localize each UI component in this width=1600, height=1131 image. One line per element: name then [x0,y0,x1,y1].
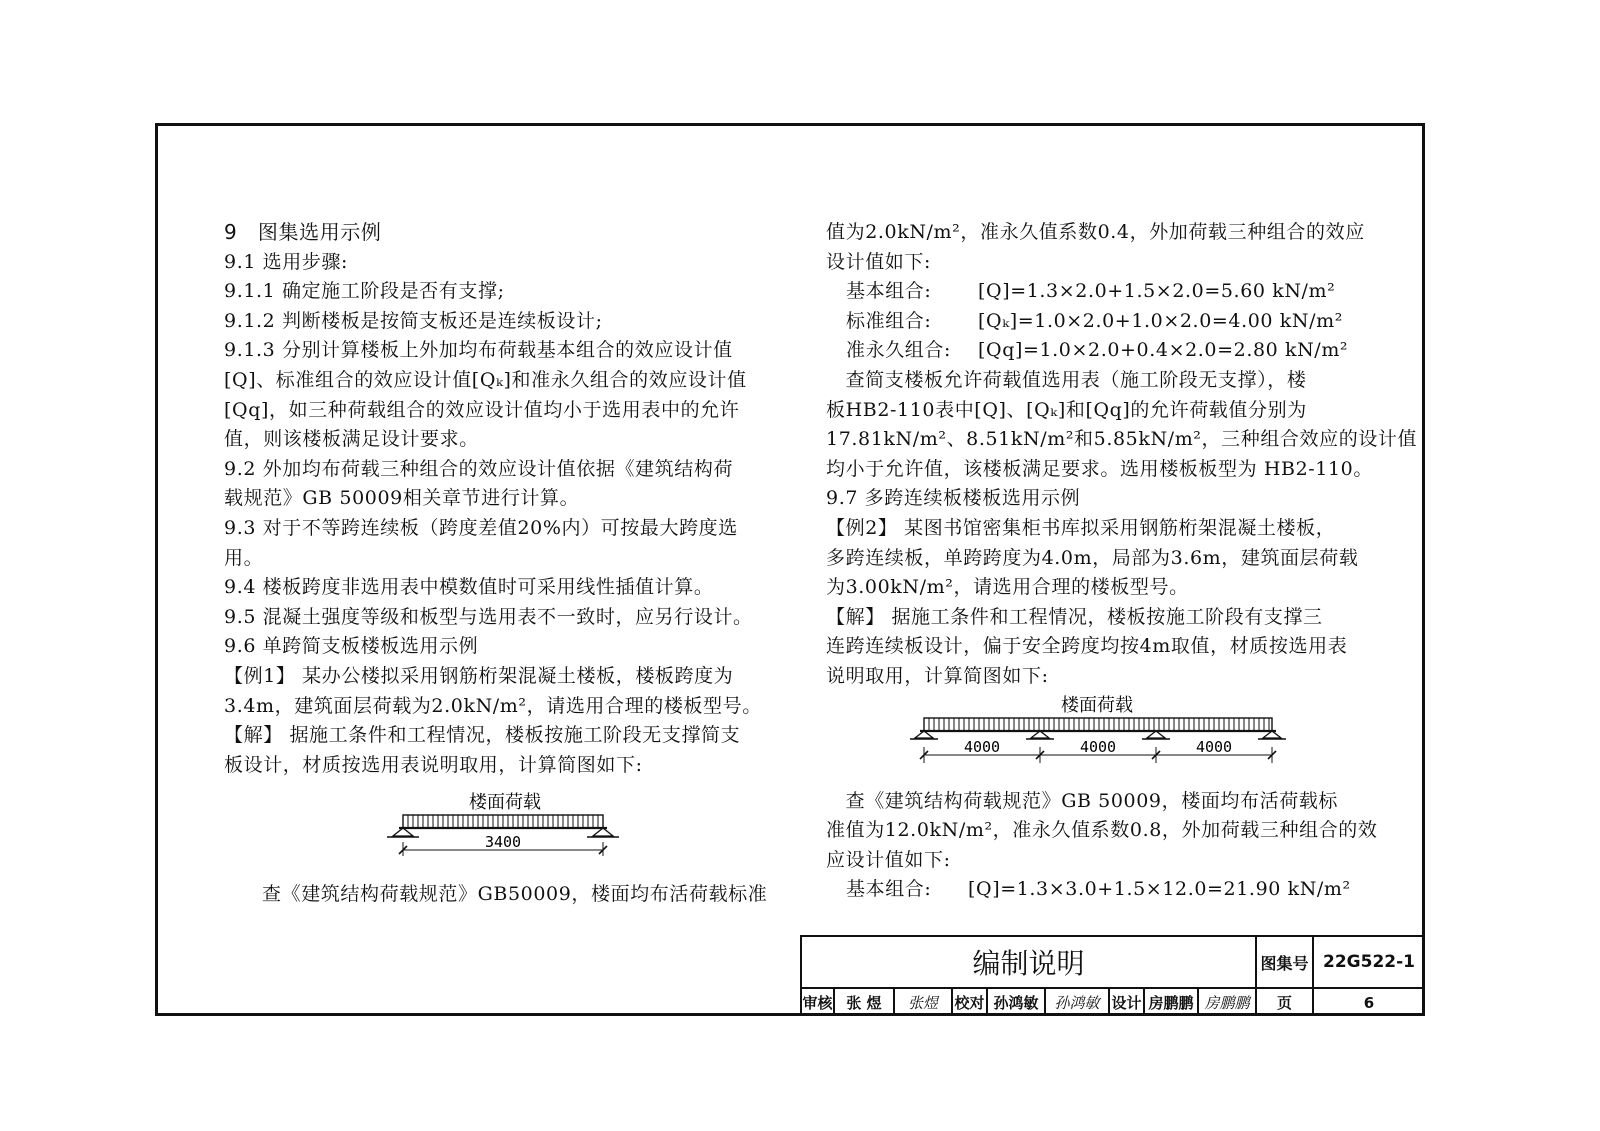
distributed-load-hatch [929,718,1269,731]
text-line: 查《建筑结构荷载规范》GB 50009，楼面均布活荷载标 [826,789,1339,812]
section-heading: 9 图集选用示例 [224,220,382,244]
combo-name: 准永久组合: [846,339,952,362]
right-column [826,218,1417,905]
text-line: 9.1.2 判断楼板是按简支板还是连续板设计; [224,309,603,332]
text-line: 用。 [224,546,264,569]
designer-name: 房鹏鹏 [1145,989,1199,1016]
reviewer-name: 张 煜 [835,989,895,1016]
text-line: 9.7 多跨连续板楼板选用示例 [826,487,1081,510]
continuous-span-diagram [905,693,1290,773]
text-line: 【解】 据施工条件和工程情况，楼板按施工阶段无支撑简支 [224,724,741,747]
combo-name: 基本组合: [846,878,932,901]
text-line: 准值为12.0kN/m²，准永久值系数0.8，外加荷载三种组合的效 [826,819,1378,842]
text-line: 设计值如下: [826,250,932,273]
text-line: 查《建筑结构荷载规范》GB50009，楼面均布活荷载标准 [262,883,768,906]
text-line: 应设计值如下: [826,848,951,871]
roller-support-icon [587,828,619,837]
text-line: 载规范》GB 50009相关章节进行计算。 [224,487,580,510]
pin-support-icon [387,828,419,837]
simple-span-diagram [385,790,620,872]
span-dimension: 4000 [963,738,1001,756]
combo-formula: [Q]=1.3×3.0+1.5×12.0=21.90 kN/m² [968,878,1351,901]
text-line: 9.1.3 分别计算楼板上外加均布荷载基本组合的效应设计值 [224,339,733,362]
atlas-number-label: 图集号 [1257,937,1314,989]
text-line: 9.3 对于不等跨连续板（跨度差值20%内）可按最大跨度选 [224,516,738,539]
text-line: 多跨连续板，单跨跨度为4.0m，局部为3.6m，建筑面层荷载 [826,546,1359,569]
combo-line [826,875,1417,905]
text-line: 9.6 单跨简支板楼板选用示例 [224,635,479,658]
sheet-title: 编制说明 [802,937,1257,989]
text-line: 【例1】 某办公楼拟采用钢筋桁架混凝土楼板，楼板跨度为 [224,664,734,687]
combo-formula: [Qₖ]=1.0×2.0+1.0×2.0=4.00 kN/m² [978,309,1343,332]
atlas-number: 22G522-1 [1314,937,1424,989]
text-line: [Qq]，如三种荷载组合的效应设计值均小于选用表中的允许 [224,398,740,421]
text-line: 3.4m，建筑面层荷载为2.0kN/m²，请选用合理的楼板型号。 [224,694,762,717]
roller-support-icon [1258,731,1286,739]
combo-name: 基本组合: [846,280,932,303]
page-number: 6 [1363,993,1375,1012]
text-line: 9.1 选用步骤: [224,250,349,273]
text-line: 9.2 外加均布荷载三种组合的效应设计值依据《建筑结构荷 [224,457,734,480]
text-line: 17.81kN/m²、8.51kN/m²和5.85kN/m²，三种组合效应的设计值 [826,428,1418,451]
span-dimension: 3400 [484,833,522,851]
text-line: 板HB2-110表中[Q]、[Qₖ]和[Qq]的允许荷载值分别为 [826,398,1307,421]
text-line: 9.5 混凝土强度等级和板型与选用表不一致时，应另行设计。 [224,605,753,628]
combo-formula: [Q]=1.3×2.0+1.5×2.0=5.60 kN/m² [978,280,1336,303]
text-line: 均小于允许值，该楼板满足要求。选用楼板板型为 HB2-110。 [826,457,1373,480]
distributed-load-hatch [408,815,598,828]
text-line: 【解】 据施工条件和工程情况，楼板按施工阶段有支撑三 [826,605,1323,628]
page-label: 页 [1257,989,1314,1016]
text-line: 连跨连续板设计，偏于安全跨度均按4m取值，材质按选用表 [826,635,1348,658]
diagram-load-label: 楼面荷载 [469,792,541,813]
text-line: 【例2】 某图书馆密集柜书库拟采用钢筋桁架混凝土楼板， [826,516,1336,539]
combo-line [826,307,1417,337]
roller-support-icon [1026,731,1054,739]
text-line: 值为2.0kN/m²，准永久值系数0.4，外加荷载三种组合的效应 [826,221,1365,243]
signature-row [802,989,1424,1016]
text-line: 值，则该楼板满足设计要求。 [224,428,479,451]
diagram-load-label: 楼面荷载 [1061,695,1133,716]
combo-formula: [Qq]=1.0×2.0+0.4×2.0=2.80 kN/m² [978,339,1349,362]
checker-signature: 孙鸿敏 [1046,989,1110,1016]
reviewer-label: 审核 [802,989,835,1016]
roller-support-icon [1142,731,1170,739]
text-line: 9.1.1 确定施工阶段是否有支撑; [224,280,505,303]
reviewer-signature: 张煜 [895,989,953,1016]
text-line: 为3.00kN/m²，请选用合理的楼板型号。 [826,576,1189,599]
combo-line [826,277,1417,307]
text-line: 板设计，材质按选用表说明取用，计算简图如下: [224,753,643,776]
text-line: 9.4 楼板跨度非选用表中模数值时可采用线性插值计算。 [224,576,714,599]
pin-support-icon [910,731,938,739]
title-block [800,935,1425,1016]
text-line: 说明取用，计算简图如下: [826,664,1049,687]
combo-line [826,336,1417,366]
combo-name: 标准组合: [846,309,932,332]
span-dimension: 4000 [1079,738,1117,756]
text-line: 查简支楼板允许荷载值选用表（施工阶段无支撑），楼 [826,368,1307,391]
span-dimension: 4000 [1195,738,1233,756]
text-line: [Q]、标准组合的效应设计值[Qₖ]和准永久组合的效应设计值 [224,368,747,391]
checker-label: 校对 [953,989,988,1016]
checker-name: 孙鸿敏 [988,989,1046,1016]
designer-signature: 房鹏鹏 [1199,989,1257,1016]
designer-label: 设计 [1110,989,1145,1016]
